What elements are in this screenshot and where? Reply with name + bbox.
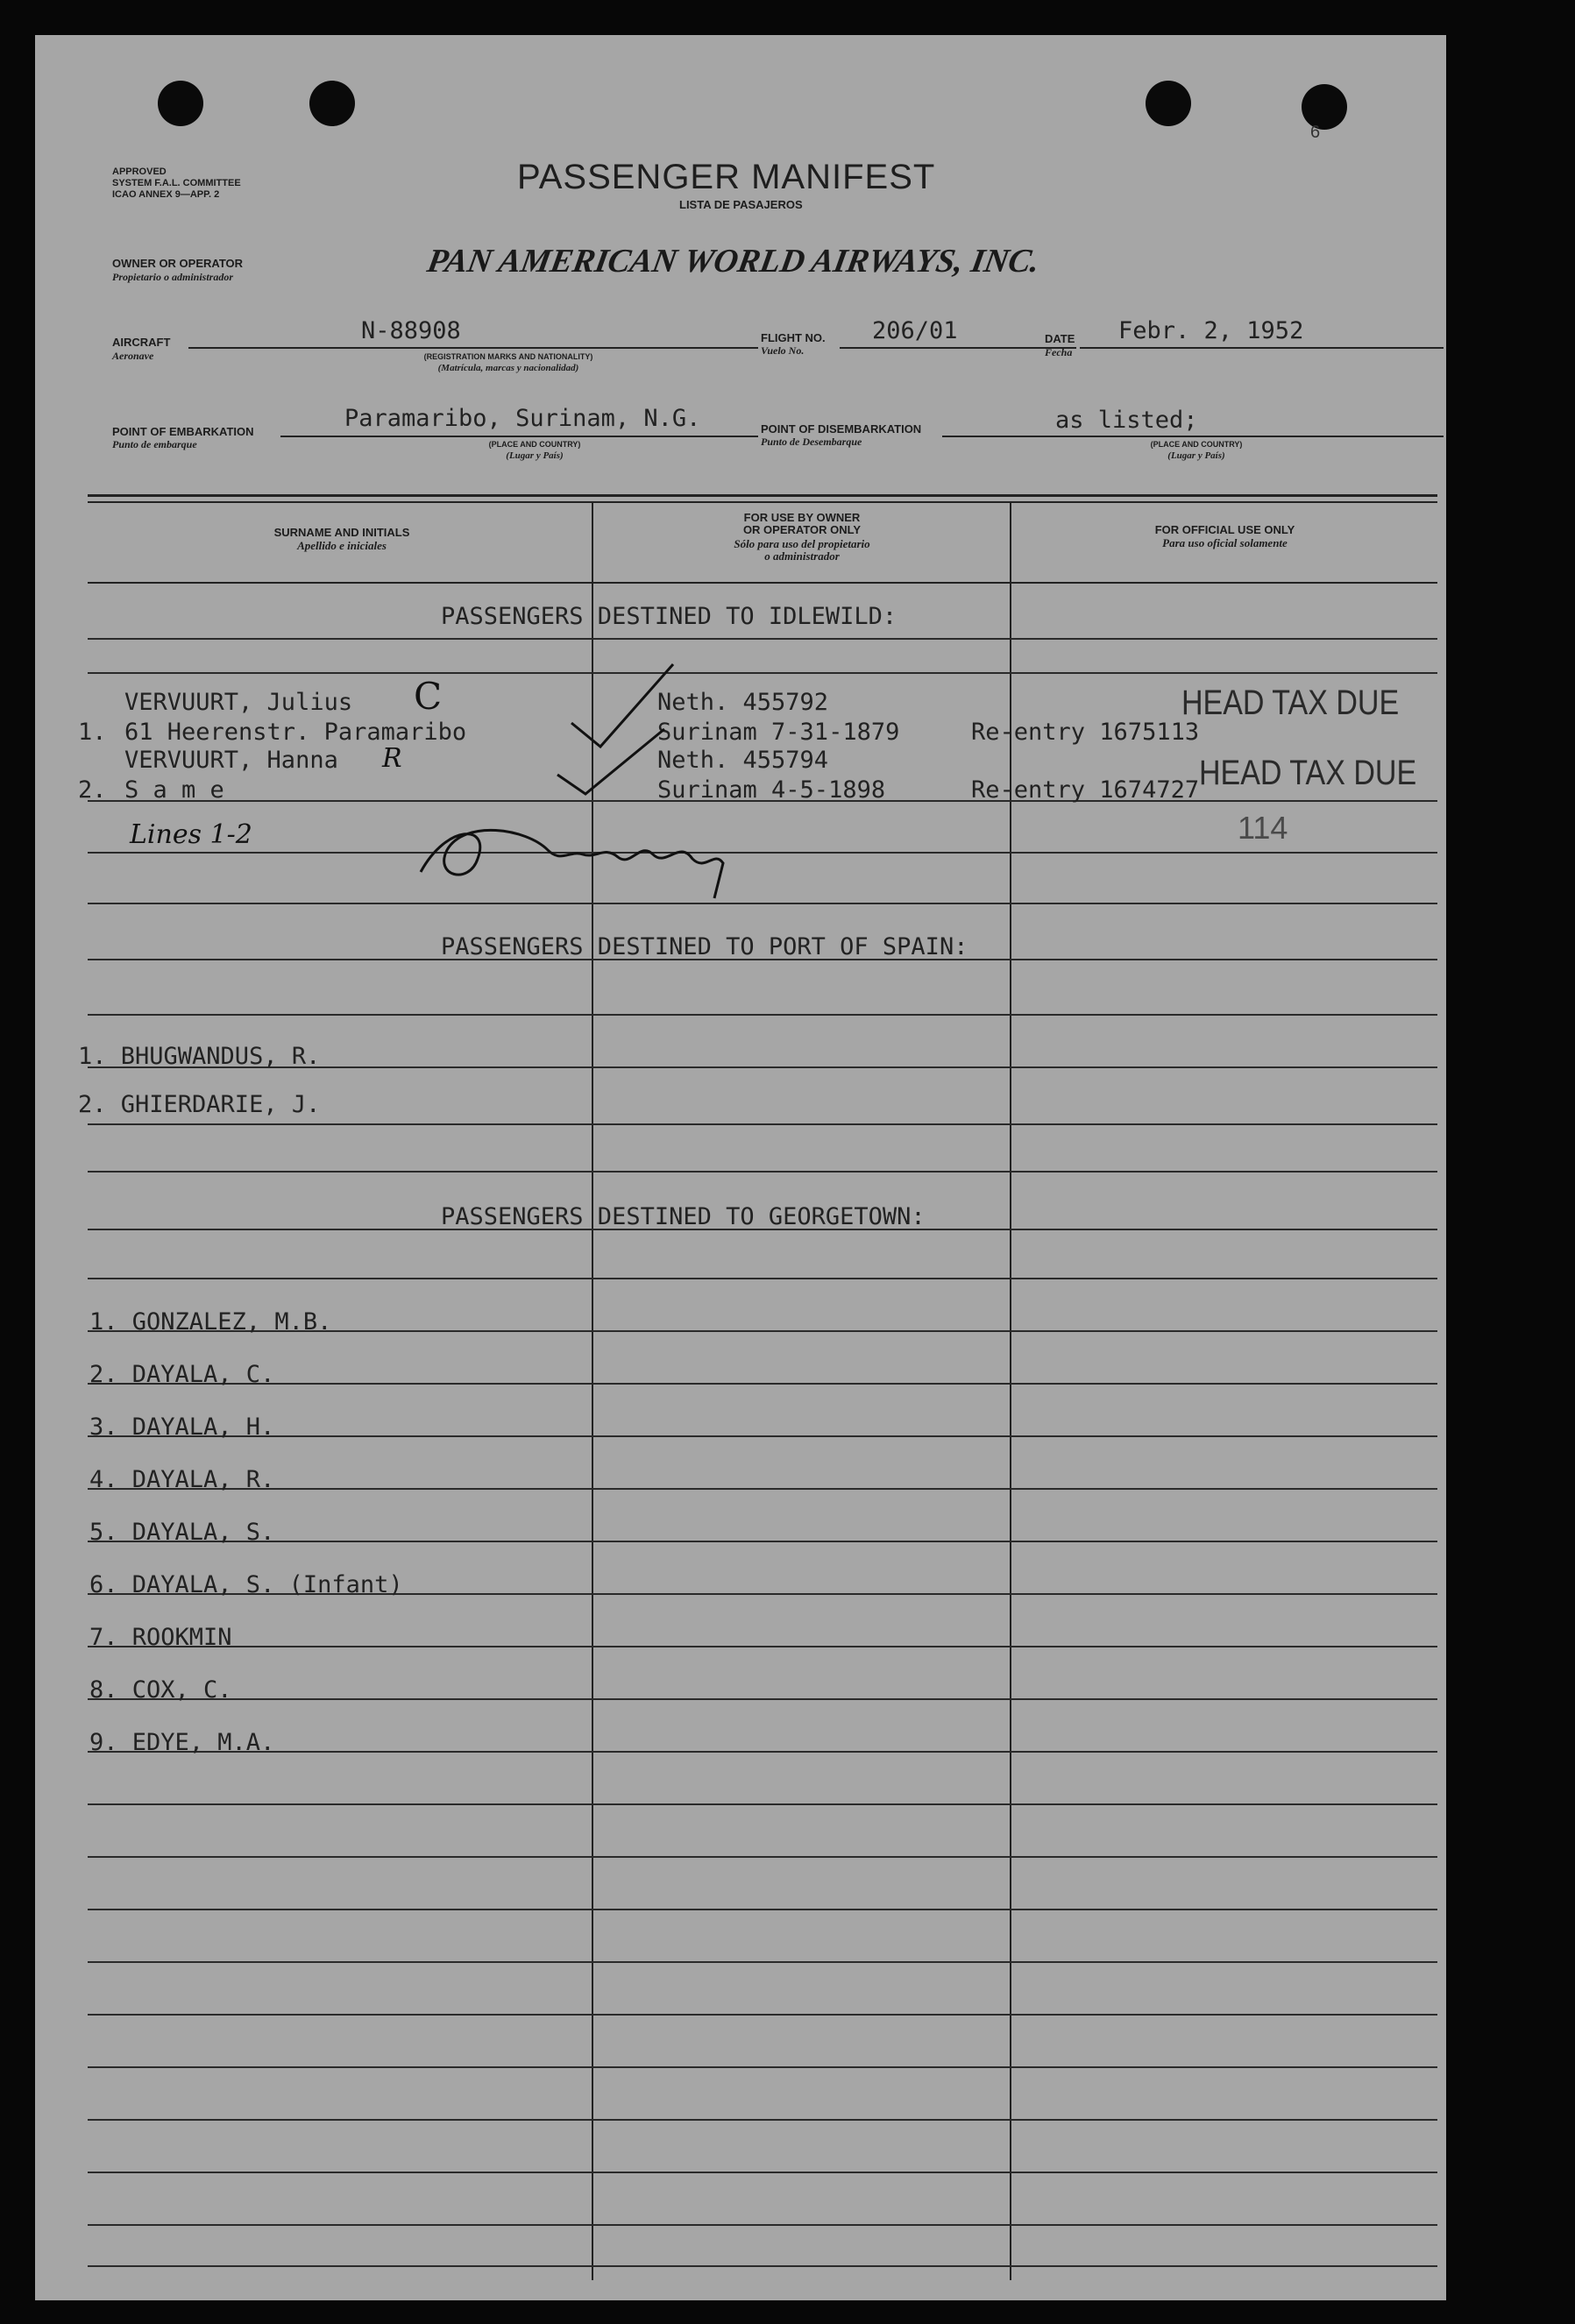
disembarkation-value: as listed;	[1055, 407, 1198, 434]
embarkation-value: Paramaribo, Surinam, N.G.	[344, 405, 701, 432]
handwritten-initial: C	[414, 675, 443, 718]
passenger-name: VERVUURT, Julius	[124, 689, 353, 716]
column-header-owner-es-2: o administrador	[764, 549, 840, 563]
aircraft-value: N-88908	[361, 317, 461, 344]
passenger-row: 1. BHUGWANDUS, R.	[78, 1043, 321, 1070]
flight-label: FLIGHT NO.	[761, 331, 826, 344]
handwritten-initial: R	[382, 743, 402, 774]
page-number: 6	[1310, 123, 1321, 142]
approval-line-2: SYSTEM F.A.L. COMMITTEE	[112, 178, 241, 188]
ruled-line	[88, 1278, 1437, 1279]
ruled-line	[88, 1856, 1437, 1858]
passenger-row: 8. COX, C.	[89, 1676, 232, 1704]
passenger-name: VERVUURT, Hanna	[124, 747, 338, 774]
disembarkation-label: POINT OF DISEMBARKATION	[761, 422, 922, 436]
column-header-owner-1: FOR USE BY OWNER	[743, 511, 861, 524]
aircraft-caption-es: (Matrícula, marcas y nacionalidad)	[437, 363, 579, 373]
passenger-address: S a m e	[124, 776, 224, 804]
ruled-line	[88, 1646, 1437, 1647]
signature-icon	[421, 830, 723, 898]
head-tax-stamp: HEAD TAX DUE	[1181, 684, 1400, 722]
owner-label-es: Propietario o administrador	[112, 271, 234, 283]
ruled-line	[88, 1698, 1437, 1700]
section-heading-idlewild: PASSENGERS DESTINED TO IDLEWILD:	[441, 603, 897, 630]
passenger-row: 3. DAYALA, H.	[89, 1414, 275, 1441]
birth-info: Surinam 4-5-1898	[657, 776, 886, 804]
passport-number: Neth. 455792	[657, 689, 829, 716]
stamp-number: 114	[1238, 810, 1288, 846]
column-header-official: FOR OFFICIAL USE ONLY	[1154, 523, 1295, 536]
ruled-line	[88, 1435, 1437, 1437]
date-label-es: Fecha	[1045, 346, 1073, 358]
embarkation-label-es: Punto de embarque	[112, 438, 197, 450]
date-value: Febr. 2, 1952	[1118, 317, 1304, 344]
ruled-line	[88, 2265, 1437, 2267]
ruled-line	[88, 1541, 1437, 1542]
passenger-address: 61 Heerenstr. Paramaribo	[124, 719, 467, 746]
ruled-line	[88, 1383, 1437, 1385]
aircraft-caption: (REGISTRATION MARKS AND NATIONALITY)	[423, 352, 593, 361]
check-mark-icon	[557, 729, 664, 794]
ruled-line	[88, 1909, 1437, 1910]
approval-line-3: ICAO ANNEX 9—APP. 2	[112, 189, 220, 200]
flight-label-es: Vuelo No.	[761, 344, 805, 357]
birth-info: Surinam 7-31-1879	[657, 719, 900, 746]
passenger-row: 7. ROOKMIN	[89, 1624, 232, 1651]
disembarkation-label-es: Punto de Desembarque	[761, 436, 862, 448]
section-heading-georgetown: PASSENGERS DESTINED TO GEORGETOWN:	[441, 1203, 926, 1230]
ruled-line	[88, 2014, 1437, 2016]
ruled-line	[88, 2119, 1437, 2121]
handwritten-note: Lines 1-2	[130, 819, 252, 850]
column-header-surname: SURNAME AND INITIALS	[273, 526, 410, 539]
handwriting	[35, 35, 1446, 999]
flight-value: 206/01	[872, 317, 958, 344]
passenger-row: 5. DAYALA, S.	[89, 1519, 275, 1546]
owner-value: PAN AMERICAN WORLD AIRWAYS, INC.	[424, 243, 1043, 280]
ruled-line	[88, 1123, 1437, 1125]
column-header-owner-2: OR OPERATOR ONLY	[742, 523, 862, 536]
ruled-line	[88, 1014, 1437, 1016]
aircraft-label-es: Aeronave	[112, 350, 154, 362]
reentry-permit: Re-entry 1675113	[971, 719, 1200, 746]
ruled-line	[88, 1488, 1437, 1490]
aircraft-label: AIRCRAFT	[112, 336, 171, 349]
disembarkation-caption-es: (Lugar y País)	[1167, 450, 1225, 461]
page-title: PASSENGER MANIFEST	[517, 158, 936, 196]
column-header-official-es: Para uso oficial solamente	[1162, 536, 1288, 549]
passenger-number: 2.	[78, 776, 107, 804]
ruled-line	[88, 1751, 1437, 1753]
approval-line-1: APPROVED	[112, 167, 167, 177]
column-header-surname-es: Apellido e iniciales	[297, 539, 387, 552]
ruled-line	[88, 2172, 1437, 2173]
column-header-owner-es-1: Sólo para uso del propietario	[734, 537, 870, 550]
passenger-number: 1.	[78, 719, 107, 746]
ruled-line	[88, 2224, 1437, 2226]
passenger-row: 2. GHIERDARIE, J.	[78, 1091, 321, 1118]
manifest-sheet	[35, 35, 1446, 2300]
embarkation-caption: (PLACE AND COUNTRY)	[488, 440, 581, 449]
reentry-permit: Re-entry 1674727	[971, 776, 1200, 804]
passenger-row: 2. DAYALA, C.	[89, 1361, 275, 1388]
disembarkation-caption: (PLACE AND COUNTRY)	[1150, 440, 1243, 449]
section-heading-port-of-spain: PASSENGERS DESTINED TO PORT OF SPAIN:	[441, 933, 968, 960]
ruled-line	[88, 2066, 1437, 2068]
owner-label: OWNER OR OPERATOR	[112, 257, 244, 270]
ruled-line	[88, 1961, 1437, 1963]
passenger-row: 4. DAYALA, R.	[89, 1466, 275, 1493]
passenger-row: 1. GONZALEZ, M.B.	[89, 1308, 332, 1336]
passenger-row: 9. EDYE, M.A.	[89, 1729, 275, 1756]
date-label: DATE	[1045, 332, 1075, 345]
ruled-line	[88, 1171, 1437, 1173]
passenger-row: 6. DAYALA, S. (Infant)	[89, 1571, 403, 1598]
ruled-line	[88, 1803, 1437, 1805]
embarkation-label: POINT OF EMBARKATION	[112, 425, 254, 438]
passport-number: Neth. 455794	[657, 747, 829, 774]
page-subtitle: LISTA DE PASAJEROS	[679, 198, 803, 211]
embarkation-caption-es: (Lugar y País)	[506, 450, 564, 461]
head-tax-stamp: HEAD TAX DUE	[1199, 754, 1417, 792]
